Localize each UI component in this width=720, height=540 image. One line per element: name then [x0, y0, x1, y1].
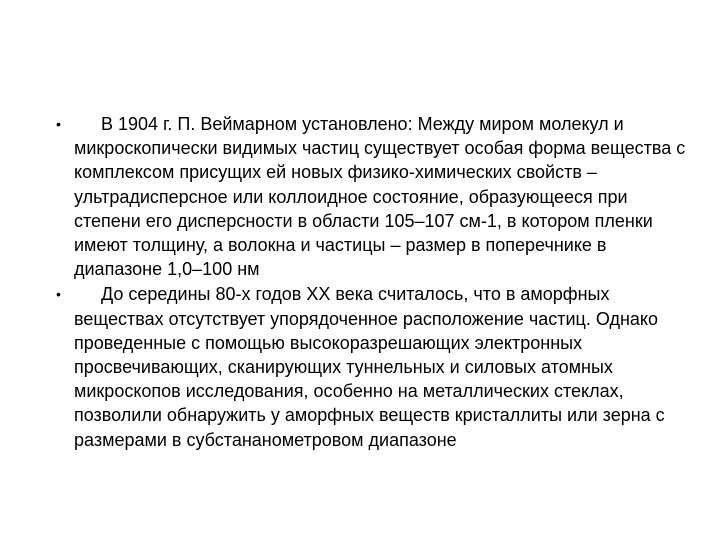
bullet-marker: • — [56, 286, 61, 303]
bullet-marker: • — [56, 116, 61, 132]
bullet-item-amorphous — [48, 282, 688, 451]
bullet-item-weimarn — [48, 112, 688, 281]
bullet-text: В 1904 г. П. Веймарном установлено: Между миром молекул и микроскопически видимых частиц существует особая форма вещества с комплексом присущих ей новых физико-химических свойств – ультрадисперсное или коллоидное состояние, образующееся при степени его дисперсности в области 105–107 см-1, в котором пленки имеют толщину, а волокна и частицы – размер в поперечнике в диапазоне 1,0–100 нм — [74, 114, 686, 280]
bullet-text: До середины 80-х годов XX века считалось, что в аморфных веществах отсутствует упорядоченное расположение частиц. Однако проведенные с помощью высокоразрешающих электронных просвечивающих, сканирующих туннельных и силовых атомных микроскопов исследования, особенно на металлических стеклах, позволили обнаружить у аморфных веществ кристаллиты или зерна с размерами в субстананометровом диапазоне — [74, 284, 665, 450]
bullet-list — [48, 112, 688, 452]
